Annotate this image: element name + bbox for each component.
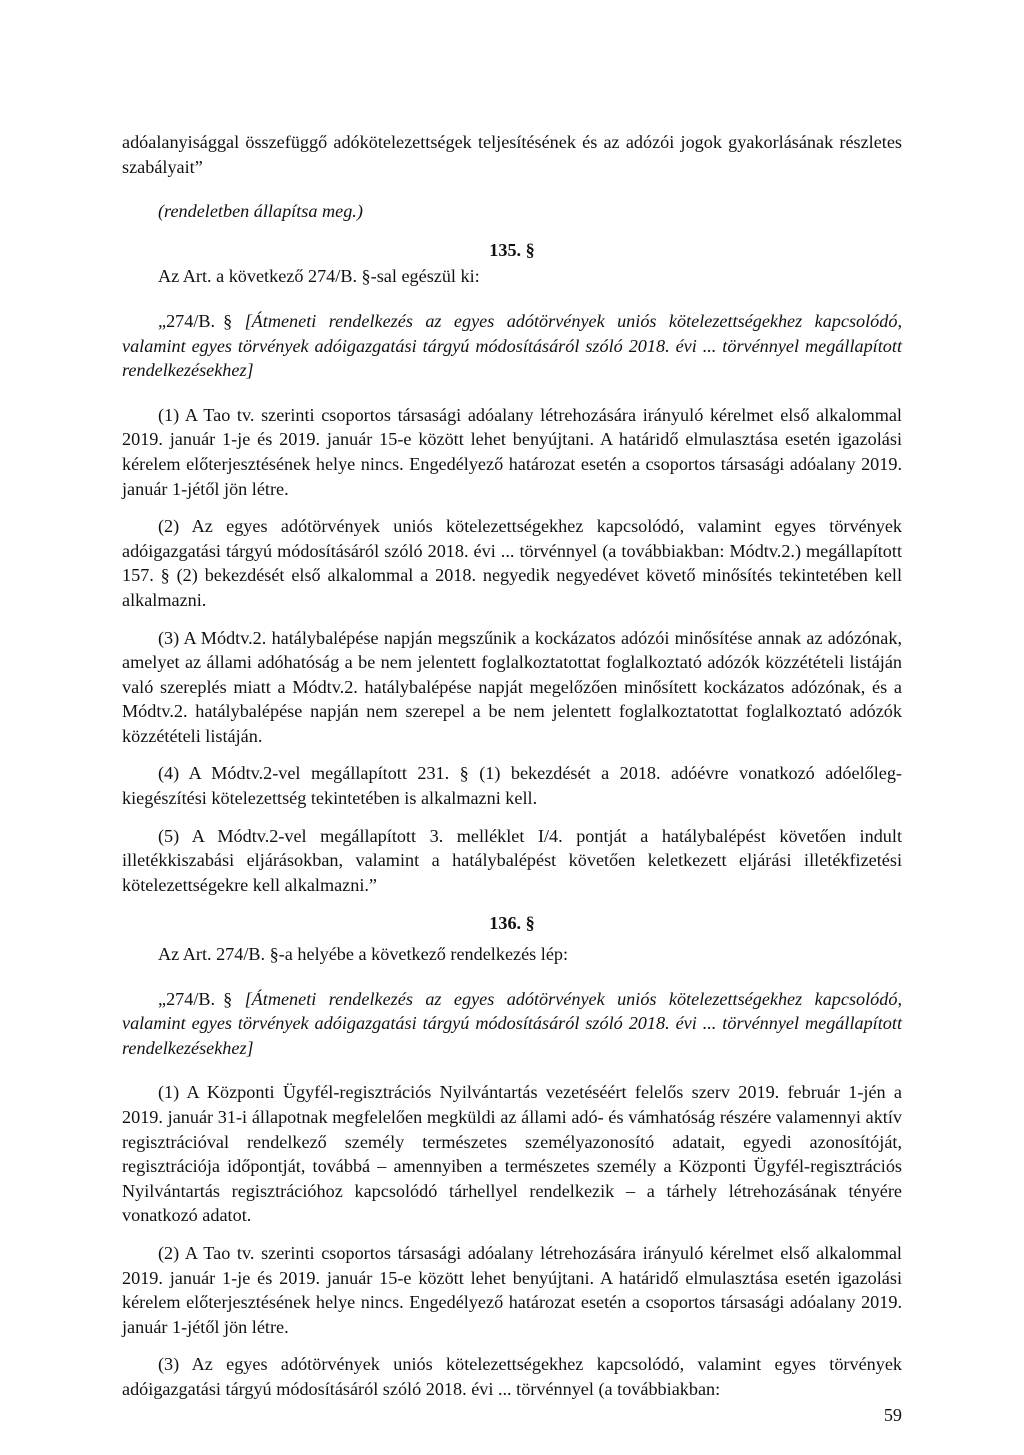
section-mark: § (223, 988, 233, 1009)
section-136-paragraph-2: (2) A Tao tv. szerinti csoportos társasági adóalany létrehozására irányuló kérelmet első alkalommal 2019. január 1-je és 2019. január 15-e között lehet benyújtani. A határidő elmulasztása esetén igazolási kérelem előterjesztésének helye nincs. Engedélyező határozat esetén a csoportos társasági adóalany 2019. január 1-jétől jön létre. (122, 1242, 902, 1337)
document-page (122, 130, 902, 1402)
section-136-title-text: [Átmeneti rendelkezés az egyes adótörvények uniós kötelezettségekhez kapcsolódó, valamint egyes törvények adóigazgatási tárgyú módosításáról szóló 2018. évi ... törvénnyel megállapított rendelkezésekhez] (122, 988, 903, 1058)
section-136-paragraph-3: (3) Az egyes adótörvények uniós kötelezettségekhez kapcsolódó, valamint egyes törvények adóigazgatási tárgyú módosításáról szóló 2018. évi ... törvénnyel (a továbbiakban: (122, 1354, 902, 1399)
section-135-paragraph-4: (4) A Módtv.2-vel megállapított 231. § (1) bekezdését a 2018. adóévre vonatkozó adóelőleg-kiegészítési kötelezettség tekintetében is alkalmazni kell. (122, 763, 902, 809)
section-135-paragraph-1: (1) A Tao tv. szerinti csoportos társasági adóalany létrehozására irányuló kérelmet első alkalommal 2019. január 1-je és 2019. január 15-e között lehet benyújtani. A határidő elmulasztása esetén igazolási kérelem előterjesztésének helye nincs. Engedélyező határozat esetén a csoportos társasági adóalany 2019. január 1-jétől jön létre. (122, 404, 902, 499)
section-135-paragraph-3: (3) A Módtv.2. hatálybalépése napján megszűnik a kockázatos adózói minősítése annak az adózónak, amelyet az állami adóhatóság a be nem jelentett foglalkoztatottat foglalkoztató adózók közzétételi listáján való szereplés miatt a Módtv.2. hatálybalépése napját megelőzően minősített kockázatos adózónak, és a Módtv.2. hatálybalépése napján nem szerepel a be nem jelentett foglalkoztatottat foglalkoztató adózók közzétételi listáján. (122, 627, 902, 746)
section-135-title (122, 309, 902, 383)
section-135-heading: 135. § (489, 239, 535, 260)
section-135-paragraph-5: (5) A Módtv.2-vel megállapított 3. melléklet I/4. pontját a hatálybalépést követően indult illetékkiszabási eljárásokban, valamint a hatálybalépést követően keletkezett eljárási illetékfizetési kötelezettségekre kell alkalmazni.” (122, 825, 902, 895)
section-136-heading: 136. § (489, 913, 535, 934)
quote-start: „274/B. (158, 988, 216, 1009)
section-136-lead: Az Art. 274/B. §-a helyébe a következő rendelkezés lép: (158, 944, 569, 965)
intro-note: (rendeletben állapítsa meg.) (158, 201, 363, 222)
section-mark: § (223, 310, 233, 331)
section-135-paragraph-2: (2) Az egyes adótörvények uniós kötelezettségekhez kapcsolódó, valamint egyes törvények adóigazgatási tárgyú módosításáról szóló 2018. évi ... törvénnyel (a továbbiakban: Módtv.2.) megállapított 157. § (2) bekezdését első alkalommal a 2018. negyedik negyedévet követő minősítés tekintetében kell alkalmazni. (122, 516, 902, 610)
section-136-paragraph-1: (1) A Központi Ügyfél-regisztrációs Nyilvántartás vezetéséért felelős szerv 2019. február 1-jén a 2019. január 31-i állapotnak megfelelően megküldi az állami adó- és vámhatóság részére valamennyi aktív regisztrációval rendelkező személy természetes személyazonosító adatait, egyedi azonosítóját, regisztrációja időpontját, továbbá – amennyiben a természetes személy a Központi Ügyfél-regisztrációs Nyilvántartás regisztrációhoz kapcsolódó tárhellyel rendelkezik – a tárhely létrehozásának tényére vonatkozó adatot. (122, 1082, 902, 1226)
intro-line: adóalanyisággal összefüggő adókötelezettségek teljesítésének és az adózói jogok gyakorlásának részletes szabályait” (122, 132, 902, 177)
section-135-title-text: [Átmeneti rendelkezés az egyes adótörvények uniós kötelezettségekhez kapcsolódó, valamint egyes törvények adóigazgatási tárgyú módosításáról szóló 2018. évi ... törvénnyel megállapított rendelkezésekhez] (122, 310, 903, 381)
page-number: 59 (883, 1405, 902, 1425)
section-136-title (122, 987, 902, 1061)
quote-start: „274/B. (158, 310, 216, 331)
section-135-lead: Az Art. a következő 274/B. §-sal egészül ki: (158, 266, 480, 287)
